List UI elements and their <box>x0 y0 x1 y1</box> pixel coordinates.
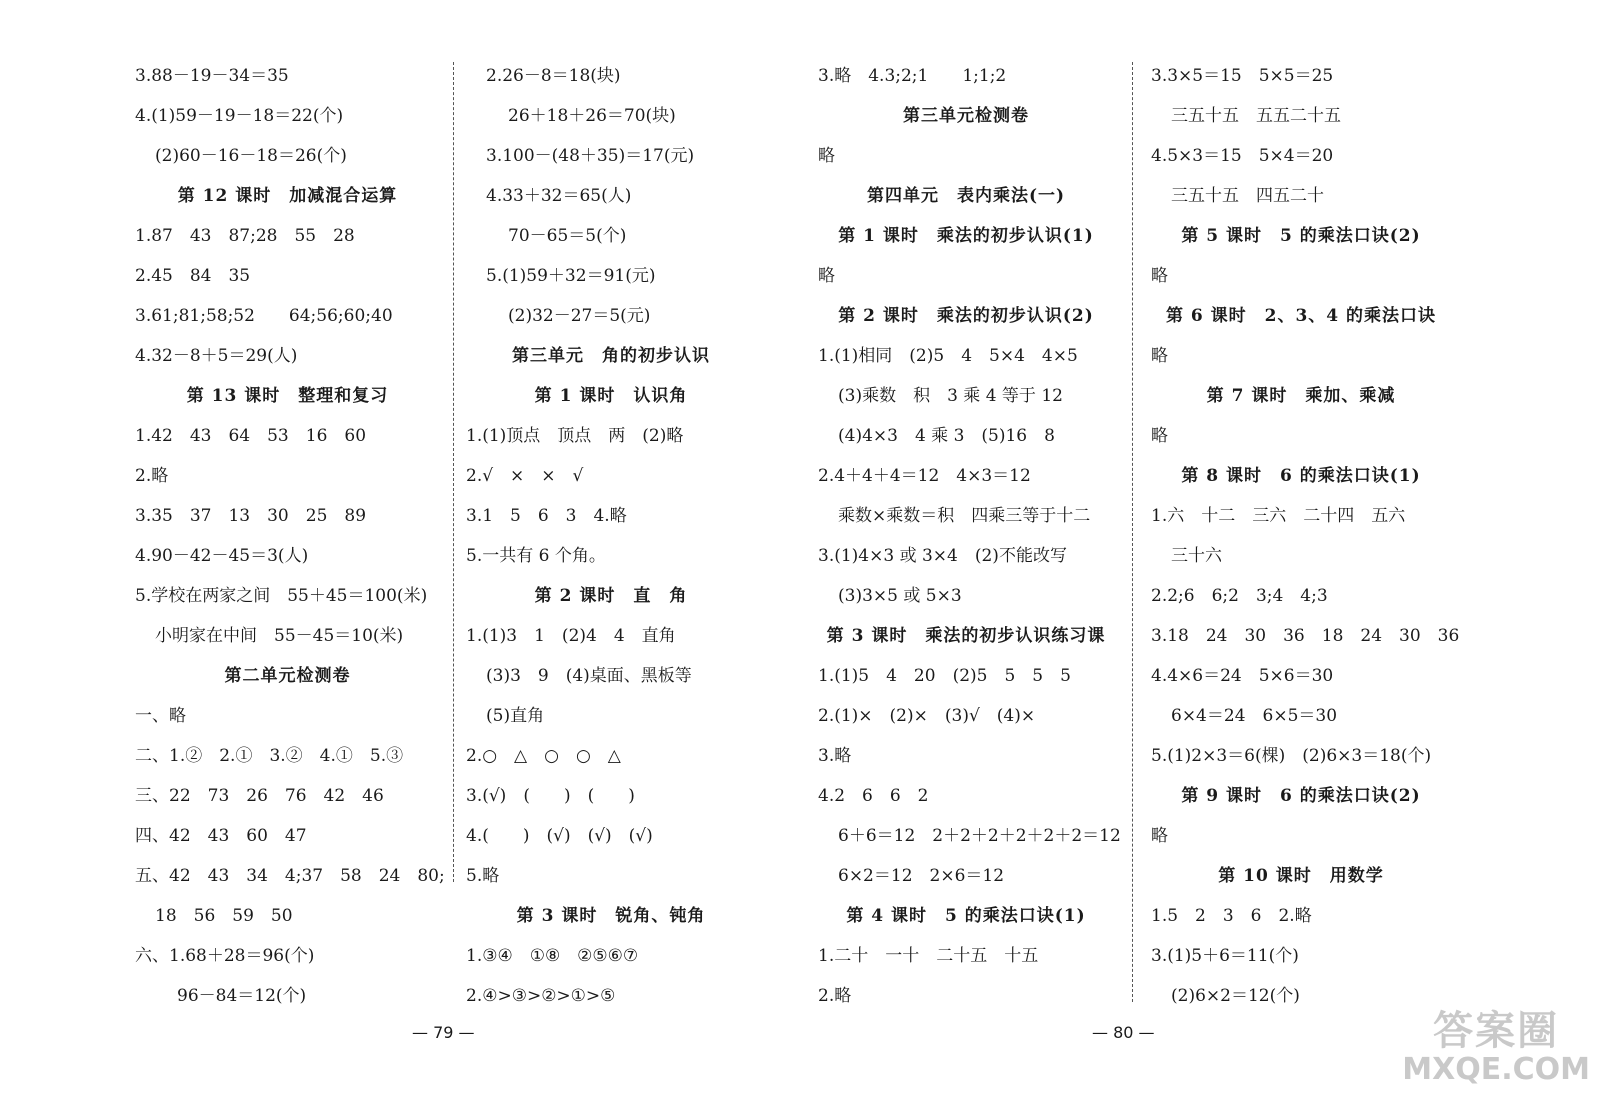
answer-line: 5.略 <box>466 866 500 886</box>
answer-line: 1.六 十二 三六 二十四 五六 <box>1151 506 1406 526</box>
answer-line: 3.略 4.3;2;1 1;1;2 <box>818 66 1007 86</box>
section-heading: 第 10 课时 用数学 <box>1218 866 1384 886</box>
answer-line: 2.2;6 6;2 3;4 4;3 <box>1151 586 1328 606</box>
section-heading: 第 1 课时 乘法的初步认识(1) <box>838 226 1094 246</box>
answer-line: 1.42 43 64 53 16 60 <box>135 426 367 446</box>
answer-line: 3.略 <box>818 746 852 766</box>
column-divider-left <box>453 62 454 882</box>
section-heading: 第 12 课时 加减混合运算 <box>177 186 398 206</box>
answer-line: 96－84＝12(个) <box>177 986 307 1006</box>
answer-line: 3.(1)4×3 或 3×4 (2)不能改写 <box>818 546 1067 566</box>
answer-line: 4.(1)59－19－18＝22(个) <box>135 106 344 126</box>
answer-line: 3.1 5 6 3 4.略 <box>466 506 627 526</box>
answer-line: 3.88－19－34＝35 <box>135 66 289 86</box>
answer-line: 3.3×5＝15 5×5＝25 <box>1151 66 1334 86</box>
answer-line: 略 <box>1151 826 1168 846</box>
answer-line: 四、42 43 60 47 <box>135 826 307 846</box>
answer-line: 3.35 37 13 30 25 89 <box>135 506 367 526</box>
section-heading: 第 3 课时 乘法的初步认识练习课 <box>826 626 1106 646</box>
column-2 <box>466 56 756 1016</box>
answer-line: 6×2＝12 2×6＝12 <box>838 866 1005 886</box>
answer-line: 1.5 2 3 6 2.略 <box>1151 906 1312 926</box>
column-4 <box>1151 56 1460 1016</box>
answer-line: 4.( ) (√) (√) (√) <box>466 826 653 846</box>
answer-line: 5.(1)2×3＝6(棵) (2)6×3＝18(个) <box>1151 746 1432 766</box>
answer-line: 2.26－8＝18(块) <box>486 66 621 86</box>
answer-line: 1.(1)相同 (2)5 4 5×4 4×5 <box>818 346 1078 366</box>
answer-line: 六、1.68＋28＝96(个) <box>135 946 315 966</box>
answer-line: 1.二十 一十 二十五 十五 <box>818 946 1039 966</box>
answer-line: 70－65＝5(个) <box>508 226 627 246</box>
answer-line: 4.33＋32＝65(人) <box>486 186 632 206</box>
answer-line: 乘数×乘数＝积 四乘三等于十二 <box>838 506 1091 526</box>
answer-line: (2)32－27＝5(元) <box>508 306 651 326</box>
answer-line: 4.90－42－45＝3(人) <box>135 546 309 566</box>
section-heading: 第三单元 角的初步认识 <box>512 346 710 366</box>
section-heading: 第 3 课时 锐角、钝角 <box>516 906 706 926</box>
watermark <box>1402 1008 1590 1086</box>
answer-line: 1.(1)5 4 20 (2)5 5 5 5 <box>818 666 1071 686</box>
answer-line: 5.(1)59＋32＝91(元) <box>486 266 656 286</box>
column-divider-right <box>1132 62 1133 1002</box>
answer-line: (2)60－16－18＝26(个) <box>155 146 347 166</box>
watermark-logo: 答案圈 <box>1433 1008 1560 1054</box>
answer-line: 5.学校在两家之间 55＋45＝100(米) <box>135 586 428 606</box>
answer-line: 1.(1)3 1 (2)4 4 直角 <box>466 626 676 646</box>
answer-line: (3)乘数 积 3 乘 4 等于 12 <box>838 386 1063 406</box>
section-heading: 第 7 课时 乘加、乘减 <box>1206 386 1396 406</box>
answer-line: 略 <box>818 146 835 166</box>
section-heading: 第三单元检测卷 <box>903 106 1029 126</box>
answer-line: 小明家在中间 55－45＝10(米) <box>155 626 404 646</box>
answer-line: 4.5×3＝15 5×4＝20 <box>1151 146 1334 166</box>
answer-line: 2.略 <box>135 466 169 486</box>
answer-line: (3)3×5 或 5×3 <box>838 586 962 606</box>
section-heading: 第 5 课时 5 的乘法口诀(2) <box>1181 226 1421 246</box>
section-heading: 第四单元 表内乘法(一) <box>866 186 1066 206</box>
answer-line: 6×4＝24 6×5＝30 <box>1171 706 1338 726</box>
answer-line: 1.87 43 87;28 55 28 <box>135 226 355 246</box>
answer-line: (5)直角 <box>486 706 545 726</box>
answer-line: (2)6×2＝12(个) <box>1171 986 1300 1006</box>
answer-line: 26＋18＋26＝70(块) <box>508 106 676 126</box>
answer-line: 2.④>③>②>①>⑤ <box>466 986 616 1006</box>
answer-line: 二、1.② 2.① 3.② 4.① 5.③ <box>135 746 404 766</box>
answer-line: 略 <box>1151 346 1168 366</box>
answer-line: 5.一共有 6 个角。 <box>466 546 606 566</box>
answer-line: 4.4×6＝24 5×6＝30 <box>1151 666 1334 686</box>
column-3 <box>818 56 1121 1016</box>
section-heading: 第 13 课时 整理和复习 <box>186 386 389 406</box>
answer-line: 略 <box>1151 266 1168 286</box>
answer-line: 2.4＋4＋4＝12 4×3＝12 <box>818 466 1031 486</box>
section-heading: 第 8 课时 6 的乘法口诀(1) <box>1181 466 1421 486</box>
answer-line: 2.√ × × √ <box>466 466 584 486</box>
answer-line: 18 56 59 50 <box>155 906 293 926</box>
answer-line: 五、42 43 34 4;37 58 24 80; <box>135 866 445 886</box>
page-number-right: — 80 — <box>1092 1023 1155 1042</box>
answer-line: (4)4×3 4 乘 3 (5)16 8 <box>838 426 1055 446</box>
answer-line: 三、22 73 26 76 42 46 <box>135 786 384 806</box>
answer-line: 2.45 84 35 <box>135 266 251 286</box>
answer-line: 三十六 <box>1171 546 1222 566</box>
section-heading: 第 2 课时 乘法的初步认识(2) <box>838 306 1094 326</box>
answer-line: 略 <box>1151 426 1168 446</box>
section-heading: 第 4 课时 5 的乘法口诀(1) <box>846 906 1086 926</box>
answer-line: 三五十五 五五二十五 <box>1171 106 1341 126</box>
answer-line: 2.略 <box>818 986 852 1006</box>
answer-line: 4.2 6 6 2 <box>818 786 929 806</box>
answer-line: 3.61;81;58;52 64;56;60;40 <box>135 306 393 326</box>
column-1 <box>135 56 445 1016</box>
answer-line: (3)3 9 (4)桌面、黑板等 <box>486 666 692 686</box>
answer-line: 1.(1)顶点 顶点 两 (2)略 <box>466 426 684 446</box>
answer-line: 3.18 24 30 36 18 24 30 36 <box>1151 626 1460 646</box>
answer-line: 2.○ △ ○ ○ △ <box>466 746 621 766</box>
watermark-url: MXQE.COM <box>1402 1052 1590 1087</box>
answer-line: 三五十五 四五二十 <box>1171 186 1324 206</box>
answer-line: 略 <box>818 266 835 286</box>
section-heading: 第 9 课时 6 的乘法口诀(2) <box>1181 786 1421 806</box>
answer-line: 2.(1)× (2)× (3)√ (4)× <box>818 706 1036 726</box>
answer-line: 3.100－(48＋35)＝17(元) <box>486 146 695 166</box>
section-heading: 第 1 课时 认识角 <box>534 386 688 406</box>
answer-line: 6＋6＝12 2＋2＋2＋2＋2＋2＝12 <box>838 826 1121 846</box>
answer-line: 3.(√) ( ) ( ) <box>466 786 635 806</box>
answer-line: 3.(1)5＋6＝11(个) <box>1151 946 1299 966</box>
answer-line: 4.32－8＋5＝29(人) <box>135 346 298 366</box>
answer-line: 1.③④ ①⑧ ②⑤⑥⑦ <box>466 946 639 966</box>
section-heading: 第 2 课时 直 角 <box>534 586 688 606</box>
page-number-left: — 79 — <box>412 1023 475 1042</box>
answer-line: 一、略 <box>135 706 186 726</box>
section-heading: 第二单元检测卷 <box>224 666 351 686</box>
section-heading: 第 6 课时 2、3、4 的乘法口诀 <box>1165 306 1437 326</box>
